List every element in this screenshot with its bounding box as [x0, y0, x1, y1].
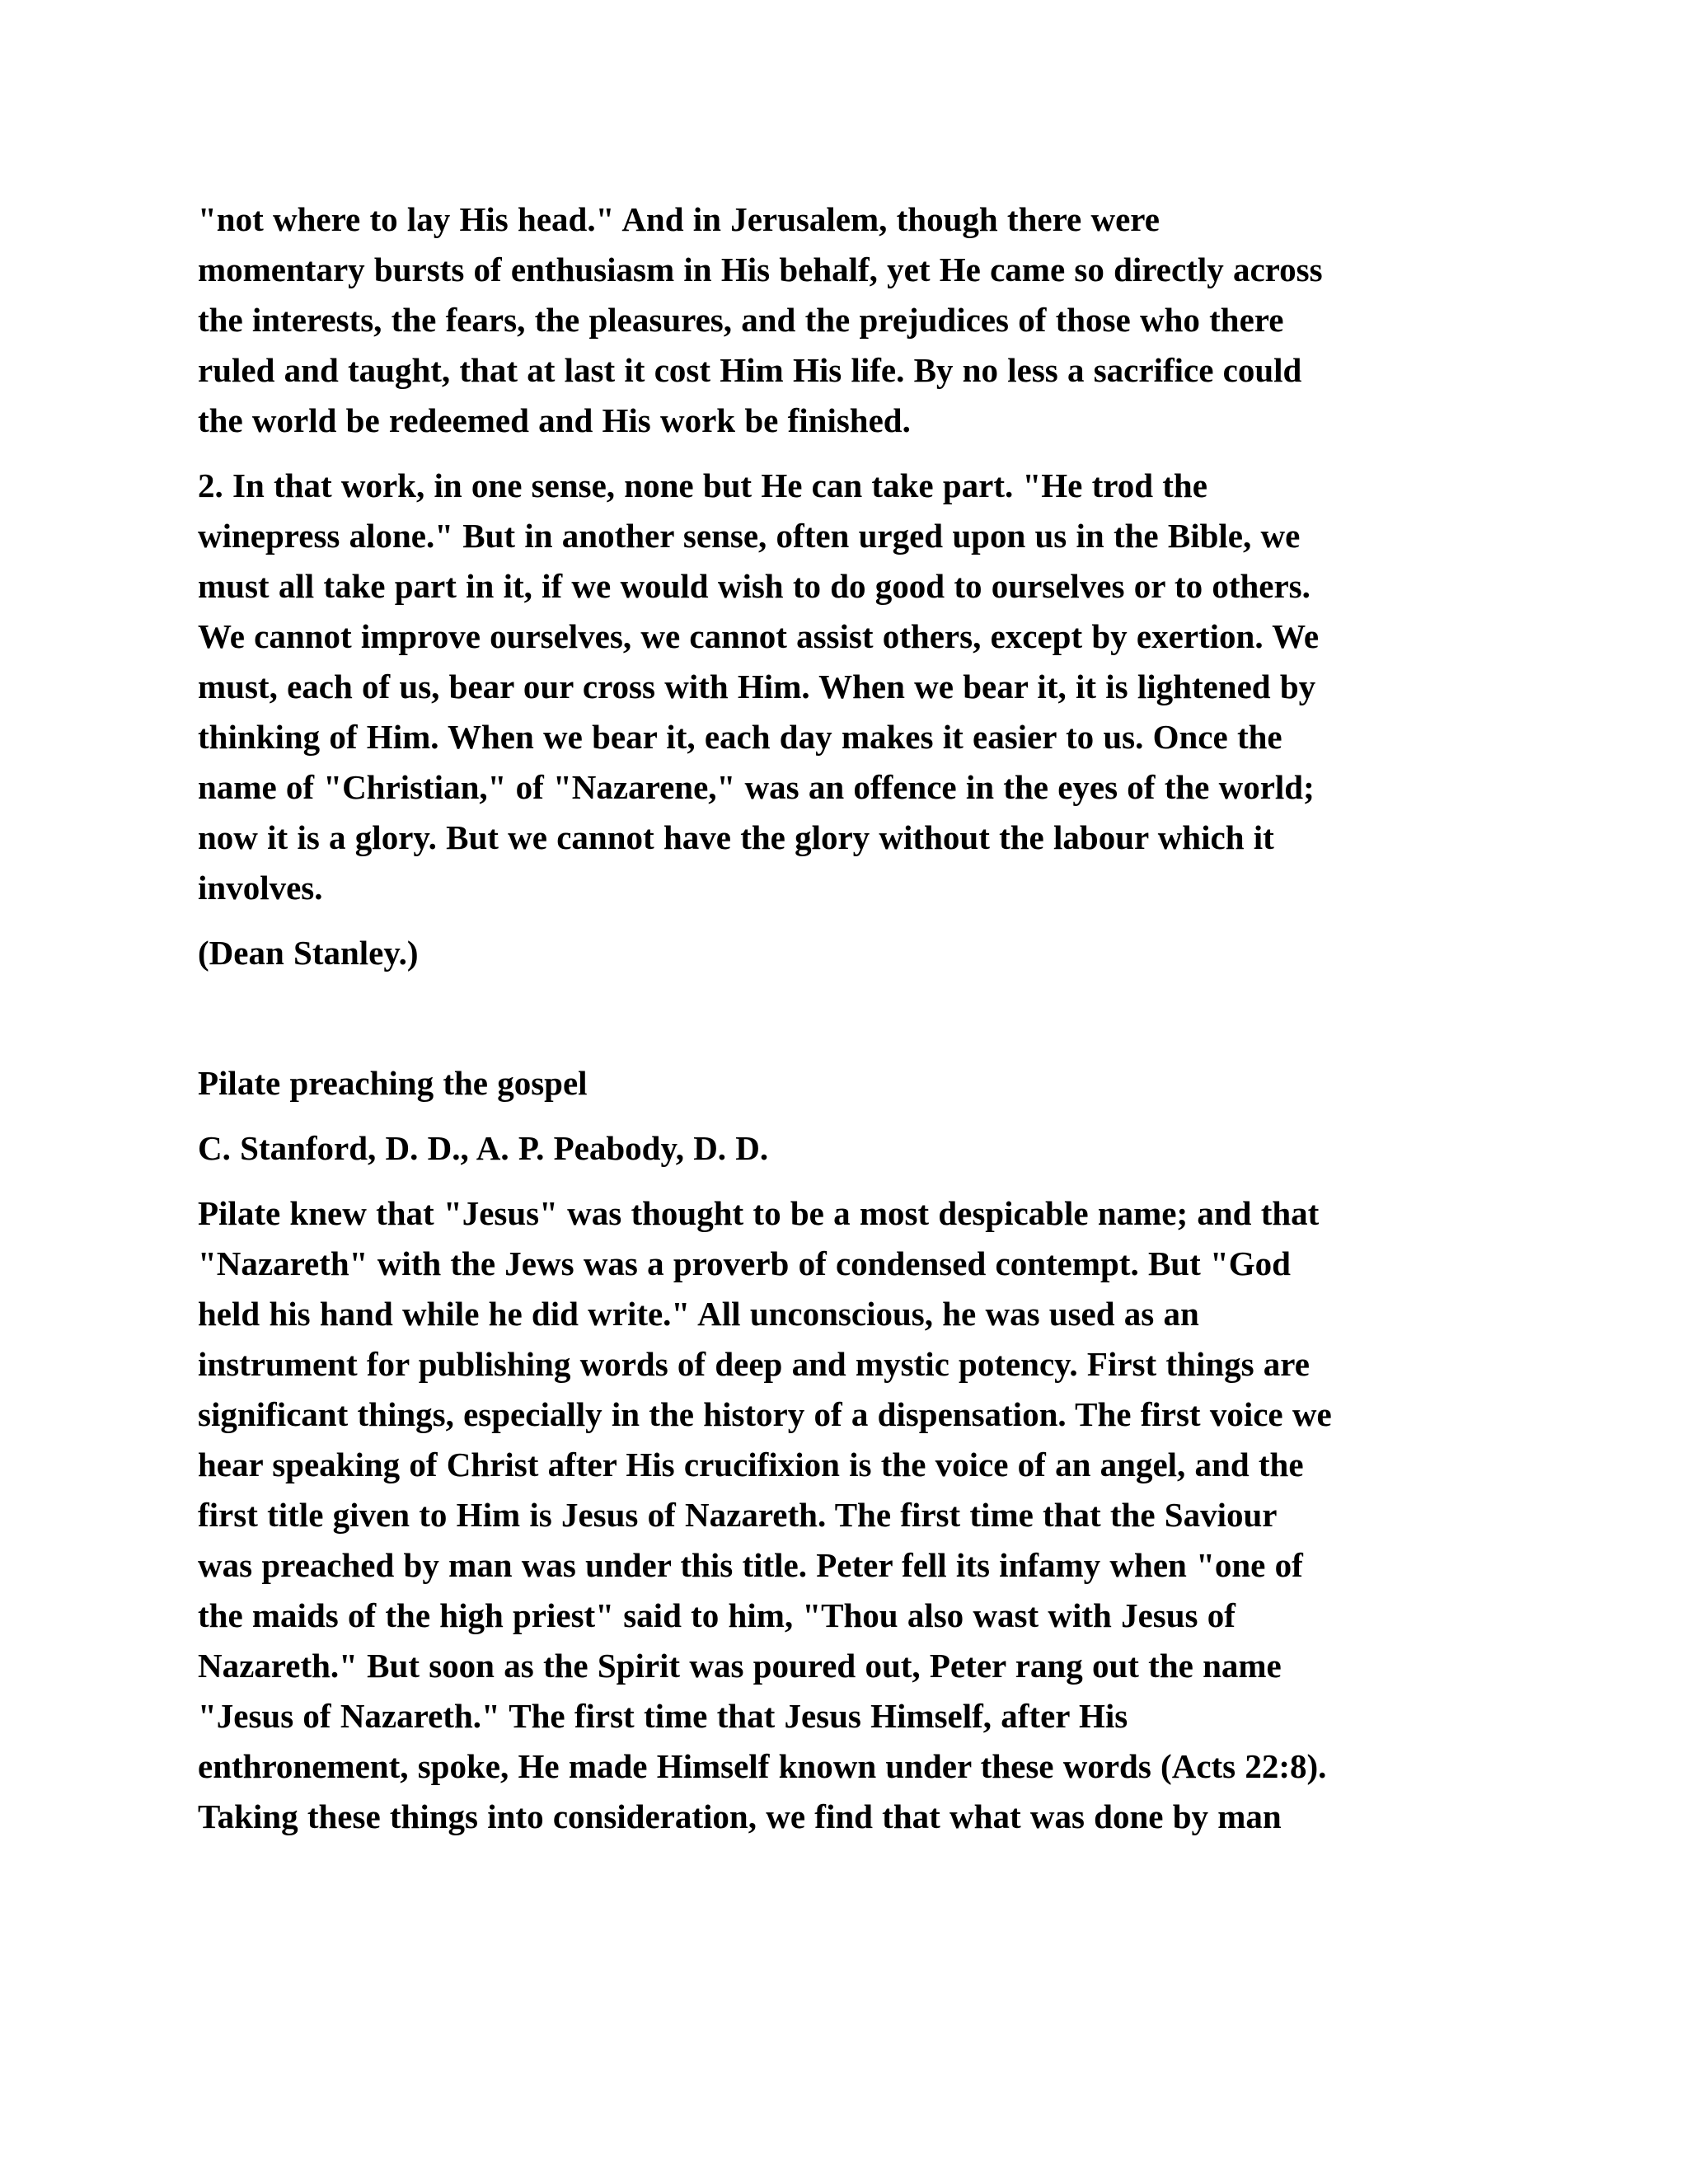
paragraph-3-line: was preached by man was under this title. Peter fell its infamy when "one of: [198, 1546, 1303, 1584]
document-body: [198, 194, 1508, 1857]
paragraph-3-line: the maids of the high priest" said to him, "Thou also wast with Jesus of: [198, 1596, 1236, 1634]
paragraph-2-line: name of "Christian," of "Nazarene," was an offence in the eyes of the world;: [198, 768, 1315, 806]
paragraph-3-line: significant things, especially in the history of a dispensation. The first voice we: [198, 1395, 1332, 1433]
paragraph-2: [198, 461, 1508, 913]
paragraph-1-line: "not where to lay His head." And in Jerusalem, though there were: [198, 200, 1160, 238]
paragraph-2-line: involves.: [198, 869, 323, 907]
section-authors: C. Stanford, D. D., A. P. Peabody, D. D.: [198, 1129, 769, 1167]
paragraph-3-line: Nazareth." But soon as the Spirit was poured out, Peter rang out the name: [198, 1647, 1282, 1685]
paragraph-3-line: Pilate knew that "Jesus" was thought to be a most despicable name; and that: [198, 1194, 1320, 1232]
paragraph-2-line: We cannot improve ourselves, we cannot assist others, except by exertion. We: [198, 617, 1320, 655]
paragraph-3-line: first title given to Him is Jesus of Nazareth. The first time that the Saviour: [198, 1496, 1278, 1534]
paragraph-3-line: "Jesus of Nazareth." The first time that Jesus Himself, after His: [198, 1697, 1128, 1735]
section-spacer: [198, 993, 1508, 1058]
paragraph-2-line: winepress alone." But in another sense, often urged upon us in the Bible, we: [198, 517, 1301, 555]
paragraph-2-line: now it is a glory. But we cannot have the glory without the labour which it: [198, 818, 1274, 856]
paragraph-3-line: Taking these things into consideration, we find that what was done by man: [198, 1797, 1282, 1835]
paragraph-1: [198, 194, 1508, 446]
paragraph-1-line: the interests, the fears, the pleasures, and the prejudices of those who there: [198, 301, 1284, 339]
paragraph-2-line: must, each of us, bear our cross with Him. When we bear it, it is lightened by: [198, 668, 1316, 705]
paragraph-3-line: hear speaking of Christ after His crucifixion is the voice of an angel, and the: [198, 1446, 1304, 1483]
paragraph-1-line: momentary bursts of enthusiasm in His behalf, yet He came so directly across: [198, 251, 1323, 288]
paragraph-3-line: held his hand while he did write." All unconscious, he was used as an: [198, 1295, 1199, 1333]
paragraph-1-line: ruled and taught, that at last it cost Him His life. By no less a sacrifice could: [198, 351, 1302, 389]
section-title: Pilate preaching the gospel: [198, 1064, 588, 1102]
paragraph-3-line: enthronement, spoke, He made Himself known under these words (Acts 22:8).: [198, 1747, 1327, 1785]
paragraph-2-line: 2. In that work, in one sense, none but He can take part. "He trod the: [198, 466, 1207, 504]
paragraph-2-line: must all take part in it, if we would wish to do good to ourselves or to others.: [198, 567, 1311, 605]
paragraph-3-line: instrument for publishing words of deep and mystic potency. First things are: [198, 1345, 1310, 1383]
paragraph-3-line: "Nazareth" with the Jews was a proverb of condensed contempt. But "God: [198, 1244, 1291, 1282]
paragraph-3: [198, 1188, 1508, 1842]
paragraph-1-line: the world be redeemed and His work be finished.: [198, 401, 911, 439]
paragraph-2-line: thinking of Him. When we bear it, each day makes it easier to us. Once the: [198, 718, 1282, 756]
attribution: (Dean Stanley.): [198, 934, 419, 972]
